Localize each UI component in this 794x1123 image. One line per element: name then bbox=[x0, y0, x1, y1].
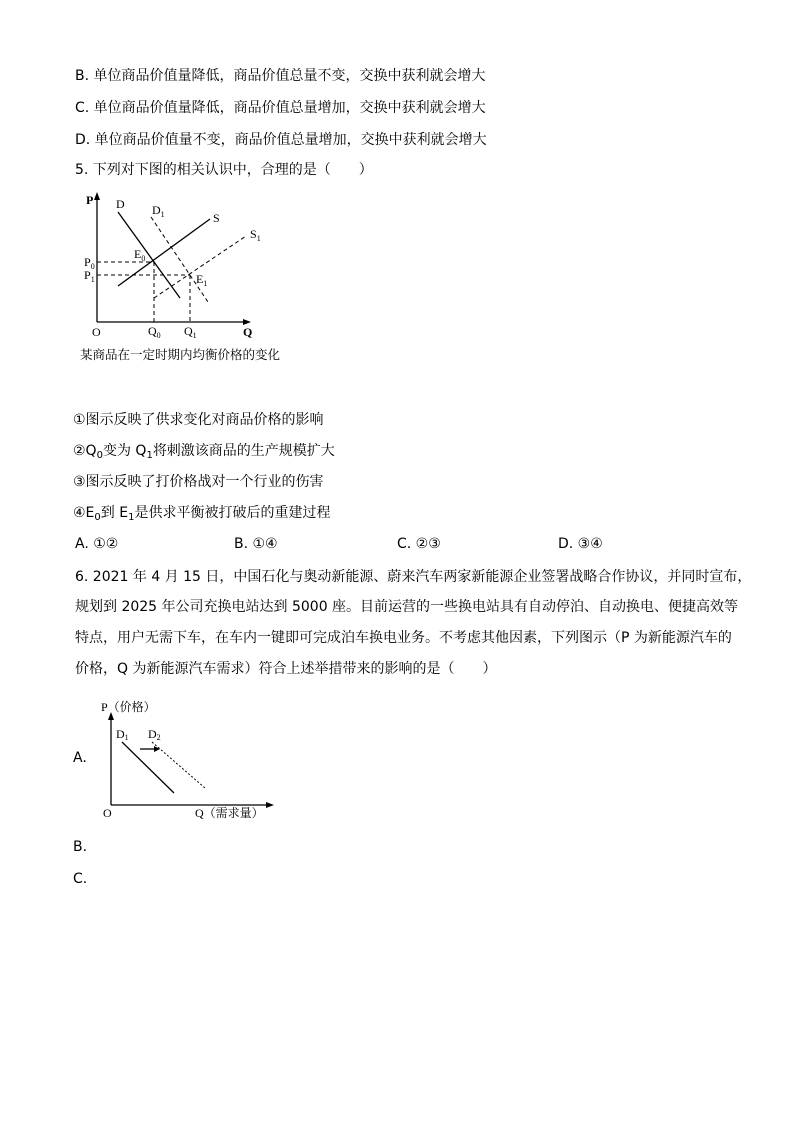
supply-curve-s-label: S bbox=[213, 211, 220, 225]
price-axis-label: P bbox=[86, 193, 94, 207]
q5-choice-d: D. ③④ bbox=[558, 536, 603, 552]
q6-option-a-label: A. bbox=[73, 750, 87, 766]
demand-curve-d1 bbox=[122, 742, 174, 793]
question-6-stem-line-2: 规划到 2025 年公司充换电站达到 5000 座。目前运营的一些换电站具有自动停泊、自动换电、便捷高效等 bbox=[75, 599, 739, 615]
supply-curve-s1 bbox=[154, 236, 246, 298]
price-p0-label: $P_0$ bbox=[84, 255, 95, 271]
statement-3: ③图示反映了打价格战对一个行业的伤害 bbox=[73, 474, 324, 490]
quantity-axis-label: Q bbox=[243, 325, 253, 339]
q6-option-b-label: B. bbox=[73, 839, 88, 855]
equilibrium-e0-label: $E_0$ bbox=[134, 247, 146, 263]
option-c-text: C. 单位商品价值量降低，商品价值总量增加，交换中获利就会增大 bbox=[75, 100, 486, 116]
statement-2: $②Q_0$变为 $Q_1$将刺激该商品的生产规模扩大 bbox=[73, 443, 335, 461]
q6-option-c-label: C. bbox=[73, 871, 88, 887]
demand-curve-d1 bbox=[151, 217, 208, 302]
demand-shift-figure bbox=[95, 698, 280, 823]
option-b-text: B. 单位商品价值量降低，商品价值总量不变，交换中获利就会增大 bbox=[75, 68, 486, 84]
demand-curve-d1-label: $D_1$ bbox=[152, 203, 165, 219]
q5-choice-b: B. ①④ bbox=[234, 536, 278, 552]
quantity-q1-label: $Q_1$ bbox=[184, 324, 197, 340]
price-axis-label: P（价格） bbox=[101, 700, 156, 714]
supply-curve-s1-label: $S_1$ bbox=[250, 227, 261, 243]
statement-1: ①图示反映了供求变化对商品价格的影响 bbox=[73, 412, 324, 428]
q5-choice-a: A. ①② bbox=[75, 536, 119, 552]
price-axis-arrow-icon bbox=[94, 192, 100, 200]
question-6-stem-line-1: 6. 2021 年 4 月 15 日，中国石化与奥动新能源、蔚来汽车两家新能源企业签署战略合作协议，并同时宣布， bbox=[75, 569, 752, 585]
equilibrium-e1-label: $E_1$ bbox=[196, 272, 208, 288]
demand-curve-d-label: D bbox=[116, 197, 125, 211]
shift-arrow-icon bbox=[154, 746, 160, 752]
demand-curve-d1-label: D1 bbox=[116, 727, 129, 742]
price-p1-label: $P_1$ bbox=[84, 268, 95, 284]
demand-curve-d2-label: D2 bbox=[148, 727, 161, 742]
supply-demand-figure bbox=[78, 188, 268, 343]
quantity-axis-arrow-icon bbox=[266, 802, 274, 808]
origin-label: O bbox=[92, 325, 101, 339]
question-6-stem-line-4: 价格，Q 为新能源汽车需求）符合上述举措带来的影响的是（ ） bbox=[75, 661, 497, 677]
question-5-stem: 5. 下列对下图的相关认识中，合理的是（ ） bbox=[75, 162, 373, 178]
quantity-q0-label: $Q_0$ bbox=[148, 324, 161, 340]
question-6-stem-line-3: 特点，用户无需下车，在车内一键即可完成泊车换电业务。不考虑其他因素，下列图示（P 为新能源汽车的 bbox=[75, 630, 732, 646]
q5-choice-c: C. ②③ bbox=[397, 536, 441, 552]
quantity-axis-label: Q（需求量） bbox=[195, 806, 264, 820]
demand-curve-d bbox=[118, 212, 180, 298]
figure-caption: 某商品在一定时期内均衡价格的变化 bbox=[80, 348, 281, 362]
option-d-text: D. 单位商品价值量不变，商品价值总量增加，交换中获利就会增大 bbox=[75, 132, 487, 148]
origin-label: O bbox=[103, 806, 112, 820]
statement-4: $④E_0$到 $E_1$是供求平衡被打破后的重建过程 bbox=[73, 505, 331, 523]
demand-curve-d2 bbox=[152, 742, 205, 788]
